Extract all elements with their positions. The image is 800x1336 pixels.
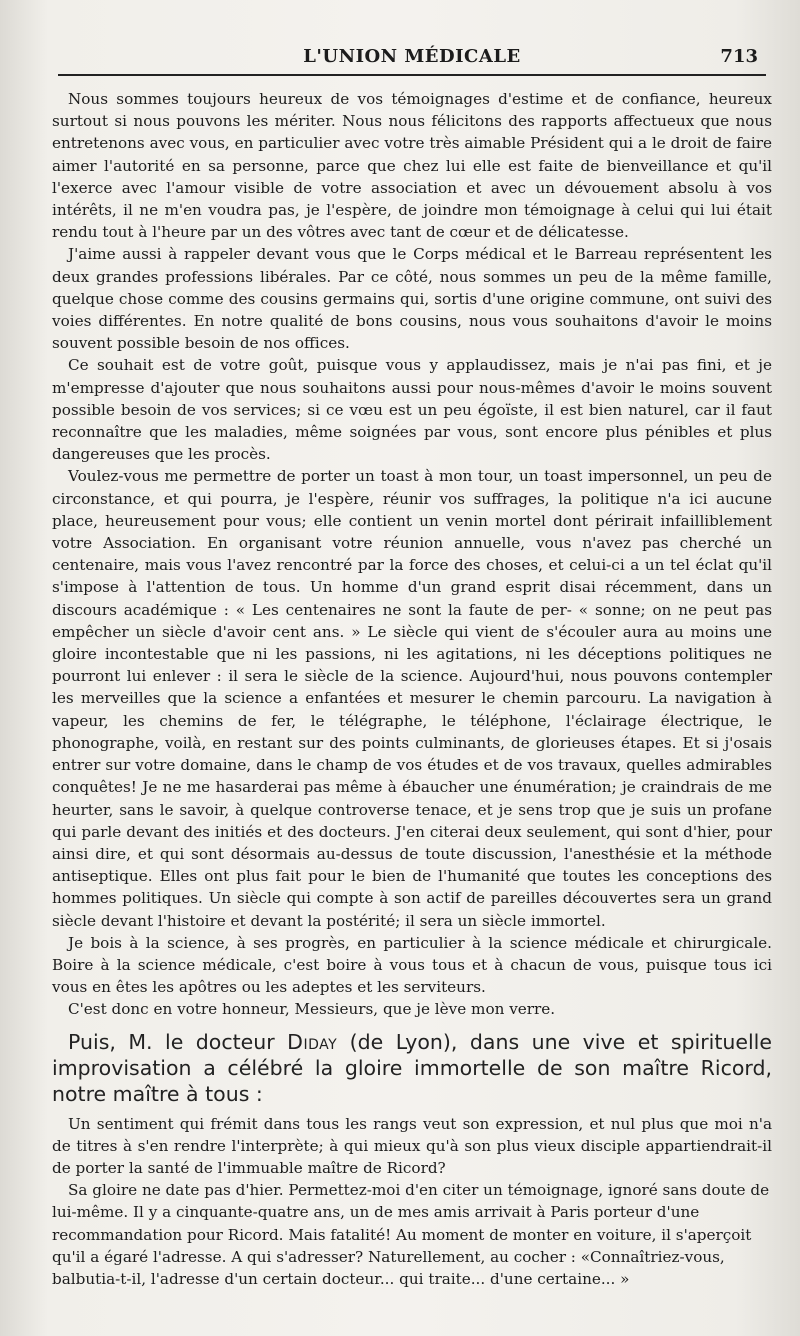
paragraph: Nous sommes toujours heureux de vos témoignages d'estime et de confiance, heureux surtout si nous pouvons les mériter. Nous nous félicitons des rapports affectueux que nous entretenons avec vous, en particulier avec votre très aimable Président qui a le droit de faire aimer l'autorité en sa personne, parce que chez lui elle est faite de bienveillance et qu'il l'exerce avec l'amour visible de votre association et avec un dévouement absolu à vos intérêts, il ne m'en voudra pas, je l'espère, de joindre mon témoignage à celui qui lui était rendu tout à l'heure par un des vôtres avec tant de cœur et de délicatesse. <box>52 90 772 242</box>
narrative-paragraph <box>52 1029 772 1107</box>
paragraph: Je bois à la science, à ses progrès, en particulier à la science médicale et chirurgicale. Boire à la science médicale, c'est boire à vous tous et à chacun de vous, puisque tous ici vous en êtes les apôtres ou les adeptes et les serviteurs. <box>52 933 772 997</box>
paragraph: Ce souhait est de votre goût, puisque vous y applaudissez, mais je n'ai pas fini, et je m'empresse d'ajouter que nous souhaitons aussi pour nous-mêmes d'avoir le moins souvent possible besoin de vos services; si ce vœu est un peu égoïste, il est bien naturel, car il faut reconnaître que les maladies, même soignées par vous, sont encore plus pénibles et plus dangereuses que les procès. <box>52 356 772 464</box>
page-number: 713 <box>720 46 758 67</box>
narrative-after: (de Lyon), dans une vive et spirituelle improvisation a célébré la gloire immortelle de son maître Ricord, notre maître à tous : <box>52 1029 772 1106</box>
page-header <box>52 44 772 74</box>
header-rule <box>58 74 766 76</box>
running-title: L'UNION MÉDICALE <box>303 46 521 67</box>
paragraph: J'aime aussi à rappeler devant vous que le Corps médical et le Barreau représentent les deux grandes professions libérales. Par ce côté, nous sommes un peu de la même famille, quelque chose comme des cousins germains qui, sortis d'une origine commune, ont suivi des voies différentes. En notre qualité de bons cousins, nous vous souhaitons d'avoir le moins souvent possible besoin de nos offices. <box>52 245 772 353</box>
paragraph: Voulez-vous me permettre de porter un toast à mon tour, un toast impersonnel, un peu de circonstance, et qui pourra, je l'espère, réunir vos suffrages, la politique n'a ici aucune place, heureusement pour vous; elle contient un venin mortel dont périrait infailliblement votre Association. En organisant votre réunion annuelle, vous n'avez pas cherché un centenaire, mais vous l'avez rencontré par la force des choses, et celui-ci a un tel éclat qu'il s'impose à l'attention de tous. Un homme d'un grand esprit disai récemment, dans un discours académique : « Les centenaires ne sont la faute de per- « sonne; on ne peut pas empêcher un siècle d'avoir cent ans. » Le siècle qui vient de s'écouler aura au moins une gloire incontestable que ni les passions, ni les agitations, ni les déceptions politiques ne pourront lui enlever : il sera le siècle de la science. Aujourd'hui, nous pouvons contempler les merveilles que la science a enfantées et mesurer le chemin parcouru. La navigation à vapeur, les chemins de fer, le télégraphe, le téléphone, l'éclairage électrique, le phonographe, voilà, en restant sur des points culminants, de glorieuses étapes. Et si j'osais entrer sur votre domaine, dans le champ de vos études et de vos travaux, quelles admirables conquêtes! Je ne me hasarderai pas même à ébaucher une énumération; je craindrais de me heurter, sans le savoir, à quelque controverse tenace, et je sens trop que je suis un profane qui parle devant des initiés et des docteurs. J'en citerai deux seulement, qui sont d'hier, pour ainsi dire, et qui sont désormais au-dessus de toute discussion, l'anesthésie et la méthode antiseptique. Elles ont plus fait pour le bien de l'humanité que toutes les conceptions des hommes politiques. Un siècle qui compte à son actif de pareilles découvertes sera un grand siècle devant l'histoire et devant la postérité; il sera un siècle immortel. <box>52 467 772 930</box>
narrative-before: Puis, M. le docteur <box>68 1029 288 1054</box>
speaker-name: Diday <box>287 1029 338 1054</box>
speech-paragraph: Un sentiment qui frémit dans tous les rangs veut son expression, et nul plus que moi n'a de titres à s'en rendre l'interprète; à qui mieux qu'à son plus vieux disciple appartiendrait-il de porter la santé de l'immuable maître de Ricord? <box>52 1114 772 1177</box>
paragraph: C'est donc en votre honneur, Messieurs, que je lève mon verre. <box>68 1000 556 1019</box>
body-text <box>52 88 772 1290</box>
speech-paragraph: Sa gloire ne date pas d'hier. Permettez-moi d'en citer un témoignage, ignoré sans doute de lui-même. Il y a cinquante-quatre ans, un de mes amis arrivait à Paris porteur d'une recommandation pour Ricord. Mais fatalité! Au moment de monter en voiture, il s'aperçoit qu'il a égaré l'adresse. A qui s'adresser? Naturellement, au cocher : «Connaîtriez-vous, balbutia-t-il, l'adresse d'un certain docteur... qui traite... d'une certaine... » <box>52 1181 770 1288</box>
